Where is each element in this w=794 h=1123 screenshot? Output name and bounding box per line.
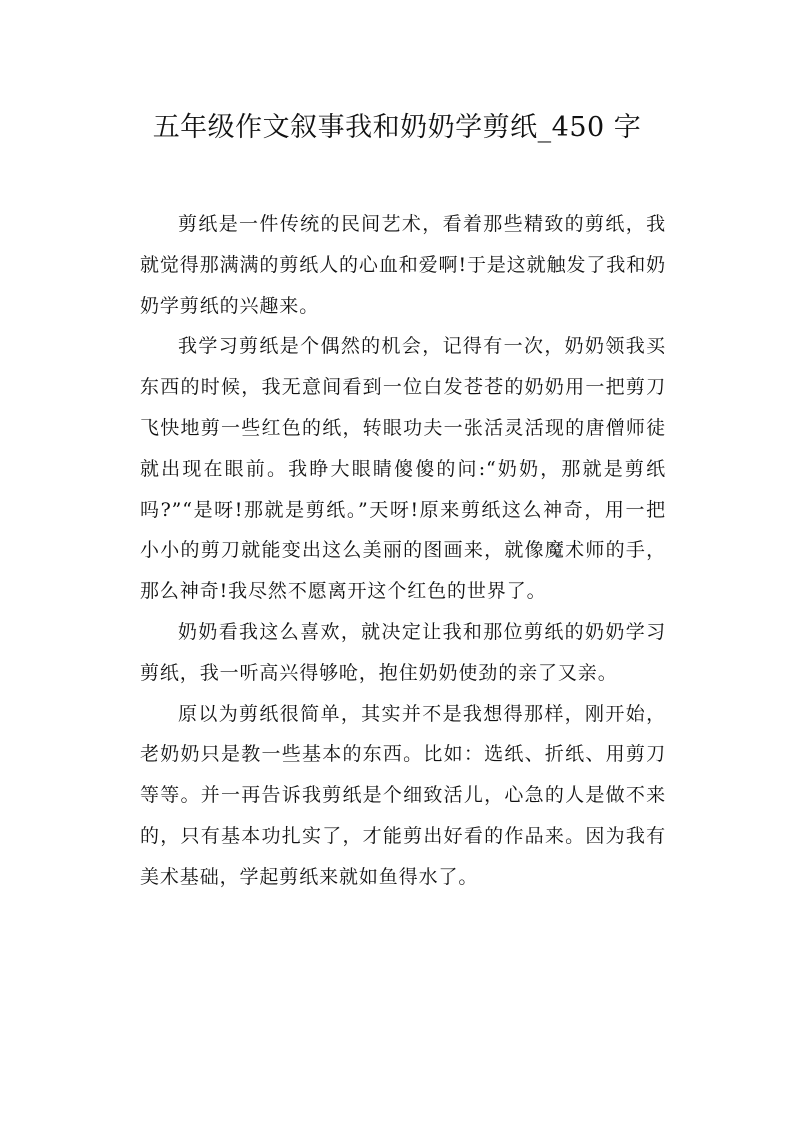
paragraph-2: 我学习剪纸是个偶然的机会，记得有一次，奶奶领我买东西的时候，我无意间看到一位白发苍苍的奶奶用一把剪刀飞快地剪一些红色的纸，转眼功夫一张活灵活现的唐僧师徒就出现在眼前。我睁大眼睛傻傻的问:“奶奶，那就是剪纸吗?”“是呀!那就是剪纸。”天呀!原来剪纸这么神奇，用一把小小的剪刀就能变出这么美丽的图画来，就像魔术师的手，那么神奇!我尽然不愿离开这个红色的世界了。 — [140, 335, 666, 603]
document-body — [140, 204, 666, 898]
document-title: 五年级作文叙事我和奶奶学剪纸_450 字 — [152, 112, 642, 143]
paragraph-3: 奶奶看我这么喜欢，就决定让我和那位剪纸的奶奶学习剪纸，我一听高兴得够呛，抱住奶奶使劲的亲了又亲。 — [140, 620, 666, 684]
paragraph-4: 原以为剪纸很简单，其实并不是我想得那样，刚开始，老奶奶只是教一些基本的东西。比如：选纸、折纸、用剪刀等等。并一再告诉我剪纸是个细致活儿，心急的人是做不来的，只有基本功扎实了，才能剪出好看的作品来。因为我有美术基础，学起剪纸来就如鱼得水了。 — [140, 702, 666, 888]
paragraph-1: 剪纸是一件传统的民间艺术，看着那些精致的剪纸，我就觉得那满满的剪纸人的心血和爱啊!于是这就触发了我和奶奶学剪纸的兴趣来。 — [140, 213, 666, 317]
